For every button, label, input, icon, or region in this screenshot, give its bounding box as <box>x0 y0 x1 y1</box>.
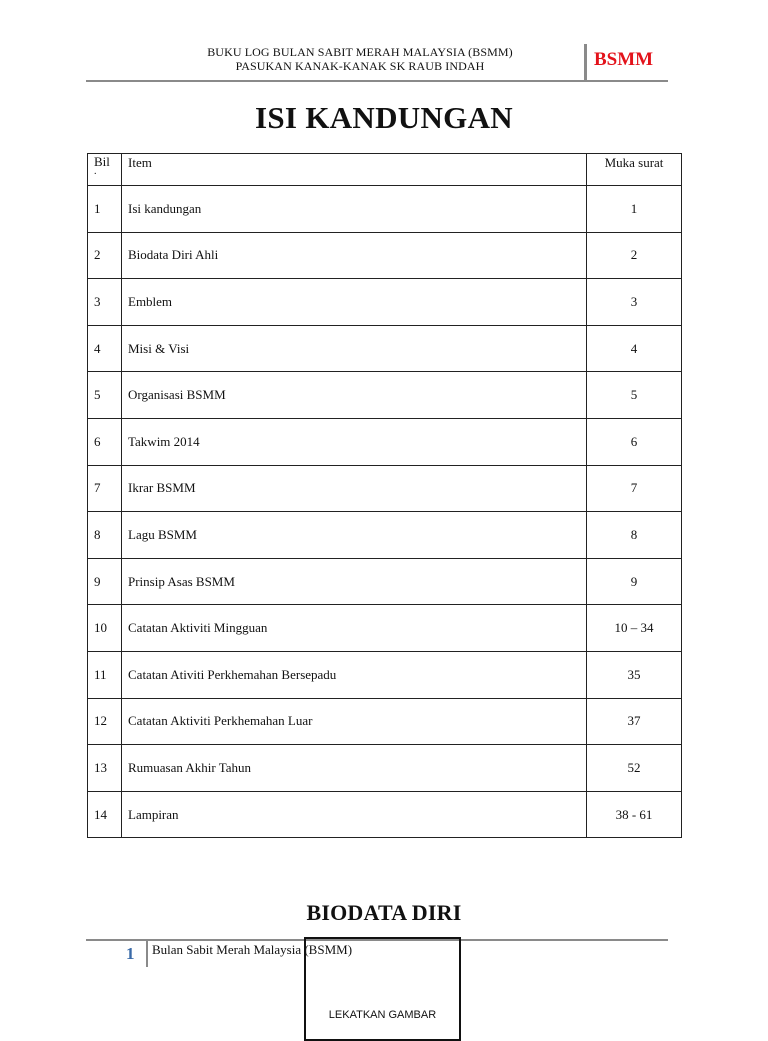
cell-bil: 7 <box>88 465 122 512</box>
cell-item: Takwim 2014 <box>122 418 587 465</box>
footer-divider <box>146 941 148 967</box>
cell-bil: 5 <box>88 372 122 419</box>
cell-page: 9 <box>587 558 682 605</box>
header-cell-item: Item <box>122 154 587 186</box>
cell-page: 38 - 61 <box>587 791 682 838</box>
table-row <box>88 418 682 465</box>
page-title: ISI KANDUNGAN <box>255 100 513 135</box>
cell-item: Misi & Visi <box>122 325 587 372</box>
cell-page: 10 – 34 <box>587 605 682 652</box>
footer-text: Bulan Sabit Merah Malaysia (BSMM) <box>152 942 353 957</box>
cell-bil: 11 <box>88 651 122 698</box>
photo-label: LEKATKAN GAMBAR <box>328 1009 437 1021</box>
table-row <box>88 325 682 372</box>
cell-page: 7 <box>587 465 682 512</box>
cell-bil: 8 <box>88 512 122 559</box>
header-rule <box>86 80 668 82</box>
cell-item: Lampiran <box>122 791 587 838</box>
cell-page: 52 <box>587 745 682 792</box>
cell-page: 5 <box>587 372 682 419</box>
table-row <box>88 745 682 792</box>
section-title: BIODATA DIRI <box>306 900 462 925</box>
cell-item: Prinsip Asas BSMM <box>122 558 587 605</box>
header-line-2: PASUKAN KANAK-KANAK SK RAUB INDAH <box>235 59 485 73</box>
header-cell-bil: Bil . <box>88 154 122 186</box>
table-row <box>88 605 682 652</box>
header-divider <box>584 44 587 80</box>
cell-bil: 3 <box>88 279 122 326</box>
table-row <box>88 465 682 512</box>
table-row <box>88 558 682 605</box>
cell-item: Catatan Aktiviti Mingguan <box>122 605 587 652</box>
header-cell-page: Muka surat <box>587 154 682 186</box>
table-row <box>88 512 682 559</box>
cell-item: Catatan Aktiviti Perkhemahan Luar <box>122 698 587 745</box>
header-line-1: BUKU LOG BULAN SABIT MERAH MALAYSIA (BSMM) <box>207 45 513 59</box>
cell-item: Ikrar BSMM <box>122 465 587 512</box>
table-row <box>88 651 682 698</box>
cell-bil: 4 <box>88 325 122 372</box>
brand-label: BSMM <box>594 49 654 70</box>
cell-item: Organisasi BSMM <box>122 372 587 419</box>
table-row <box>88 186 682 233</box>
photo-placeholder <box>304 937 461 1041</box>
table-header-row <box>88 154 682 186</box>
running-header <box>150 45 570 73</box>
contents-table <box>87 153 682 838</box>
cell-item: Biodata Diri Ahli <box>122 232 587 279</box>
cell-bil: 13 <box>88 745 122 792</box>
cell-item: Emblem <box>122 279 587 326</box>
cell-page: 4 <box>587 325 682 372</box>
cell-bil: 1 <box>88 186 122 233</box>
cell-item: Lagu BSMM <box>122 512 587 559</box>
cell-bil: 10 <box>88 605 122 652</box>
cell-bil: 6 <box>88 418 122 465</box>
table-row <box>88 698 682 745</box>
cell-page: 1 <box>587 186 682 233</box>
cell-page: 3 <box>587 279 682 326</box>
cell-page: 37 <box>587 698 682 745</box>
cell-bil: 2 <box>88 232 122 279</box>
table-row <box>88 372 682 419</box>
cell-page: 6 <box>587 418 682 465</box>
cell-page: 8 <box>587 512 682 559</box>
page-number: 1 <box>126 944 135 963</box>
table-row <box>88 791 682 838</box>
cell-bil: 9 <box>88 558 122 605</box>
cell-bil: 12 <box>88 698 122 745</box>
cell-page: 2 <box>587 232 682 279</box>
cell-item: Catatan Ativiti Perkhemahan Bersepadu <box>122 651 587 698</box>
cell-page: 35 <box>587 651 682 698</box>
cell-bil: 14 <box>88 791 122 838</box>
table-row <box>88 279 682 326</box>
table-row <box>88 232 682 279</box>
cell-item: Isi kandungan <box>122 186 587 233</box>
cell-item: Rumuasan Akhir Tahun <box>122 745 587 792</box>
